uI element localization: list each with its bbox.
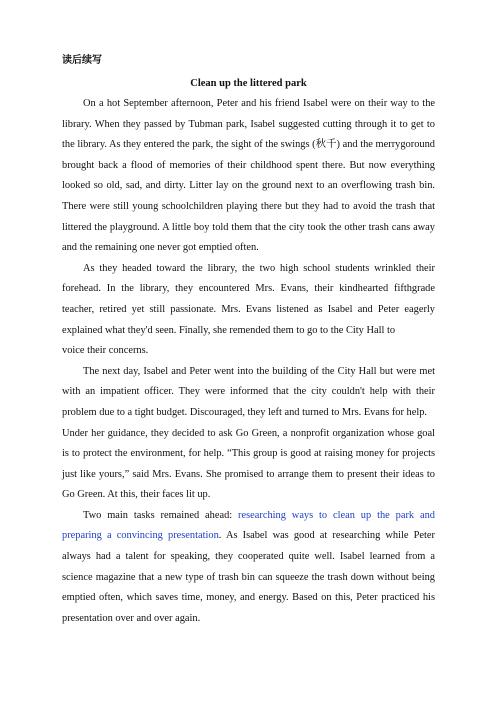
paragraph-5 [62, 506, 435, 630]
paragraph-3: The next day, Isabel and Peter went into the building of the City Hall but were met with an impatient officer. They were informed that the city couldn't help with their problem due to a tight budget. Discouraged, they left and turned to Mrs. Evans for help. [62, 365, 435, 418]
paragraph-5-highlight: researching ways to clean up the park and preparing a convincing presentation [62, 509, 435, 542]
document-body [62, 94, 435, 629]
paragraph-1: On a hot September afternoon, Peter and his friend Isabel were on their way to the library. When they passed by Tubman park, Isabel suggested cutting through it to get to the library. As they entered the park, the sight of the swings (秋千) and the merrygoround brought back a flood of memories of their childhood spent there. But now everything looked so old, sad, and dirty. Litter lay on the ground next to an overflowing trash bin. There were still young schoolchildren playing there but they had to avoid the trash that littered the playground. A little boy told them that the city took the other trash cans away and the remaining one never got emptied often. [62, 98, 435, 254]
paragraph-2-continuation: voice their concerns. [62, 345, 149, 357]
paragraph-5-lead: Two main tasks remained ahead: [83, 509, 239, 521]
paragraph-5-rest: . As Isabel was good at researching while Peter always had a talent for speaking, they cooperated quite well. Isabel learned from a science magazine that a new type of trash bin can squeeze the trash down without being emptied often, which saves time, money, and energy. Based on this, Peter practiced his presentation over and over again. [62, 530, 435, 624]
document-title: Clean up the littered park [190, 78, 307, 89]
paragraph-2: As they headed toward the library, the two high school students wrinkled their forehead. In the library, they encountered Mrs. Evans, their kindhearted fifthgrade teacher, retired yet still passionate. Mrs. Evans listened as Isabel and Peter eagerly explained what they'd seen. Finally, she remended them to go to the City Hall to [62, 262, 435, 336]
section-label: 读后续写 [62, 55, 102, 66]
paragraph-4: Under her guidance, they decided to ask Go Green, a nonprofit organization whose goal is to protect the environment, for help. “This group is good at raising money for projects just like yours,” said Mrs. Evans. She promised to arrange them to present their ideas to Go Green. At this, their faces lit up. [62, 427, 435, 501]
